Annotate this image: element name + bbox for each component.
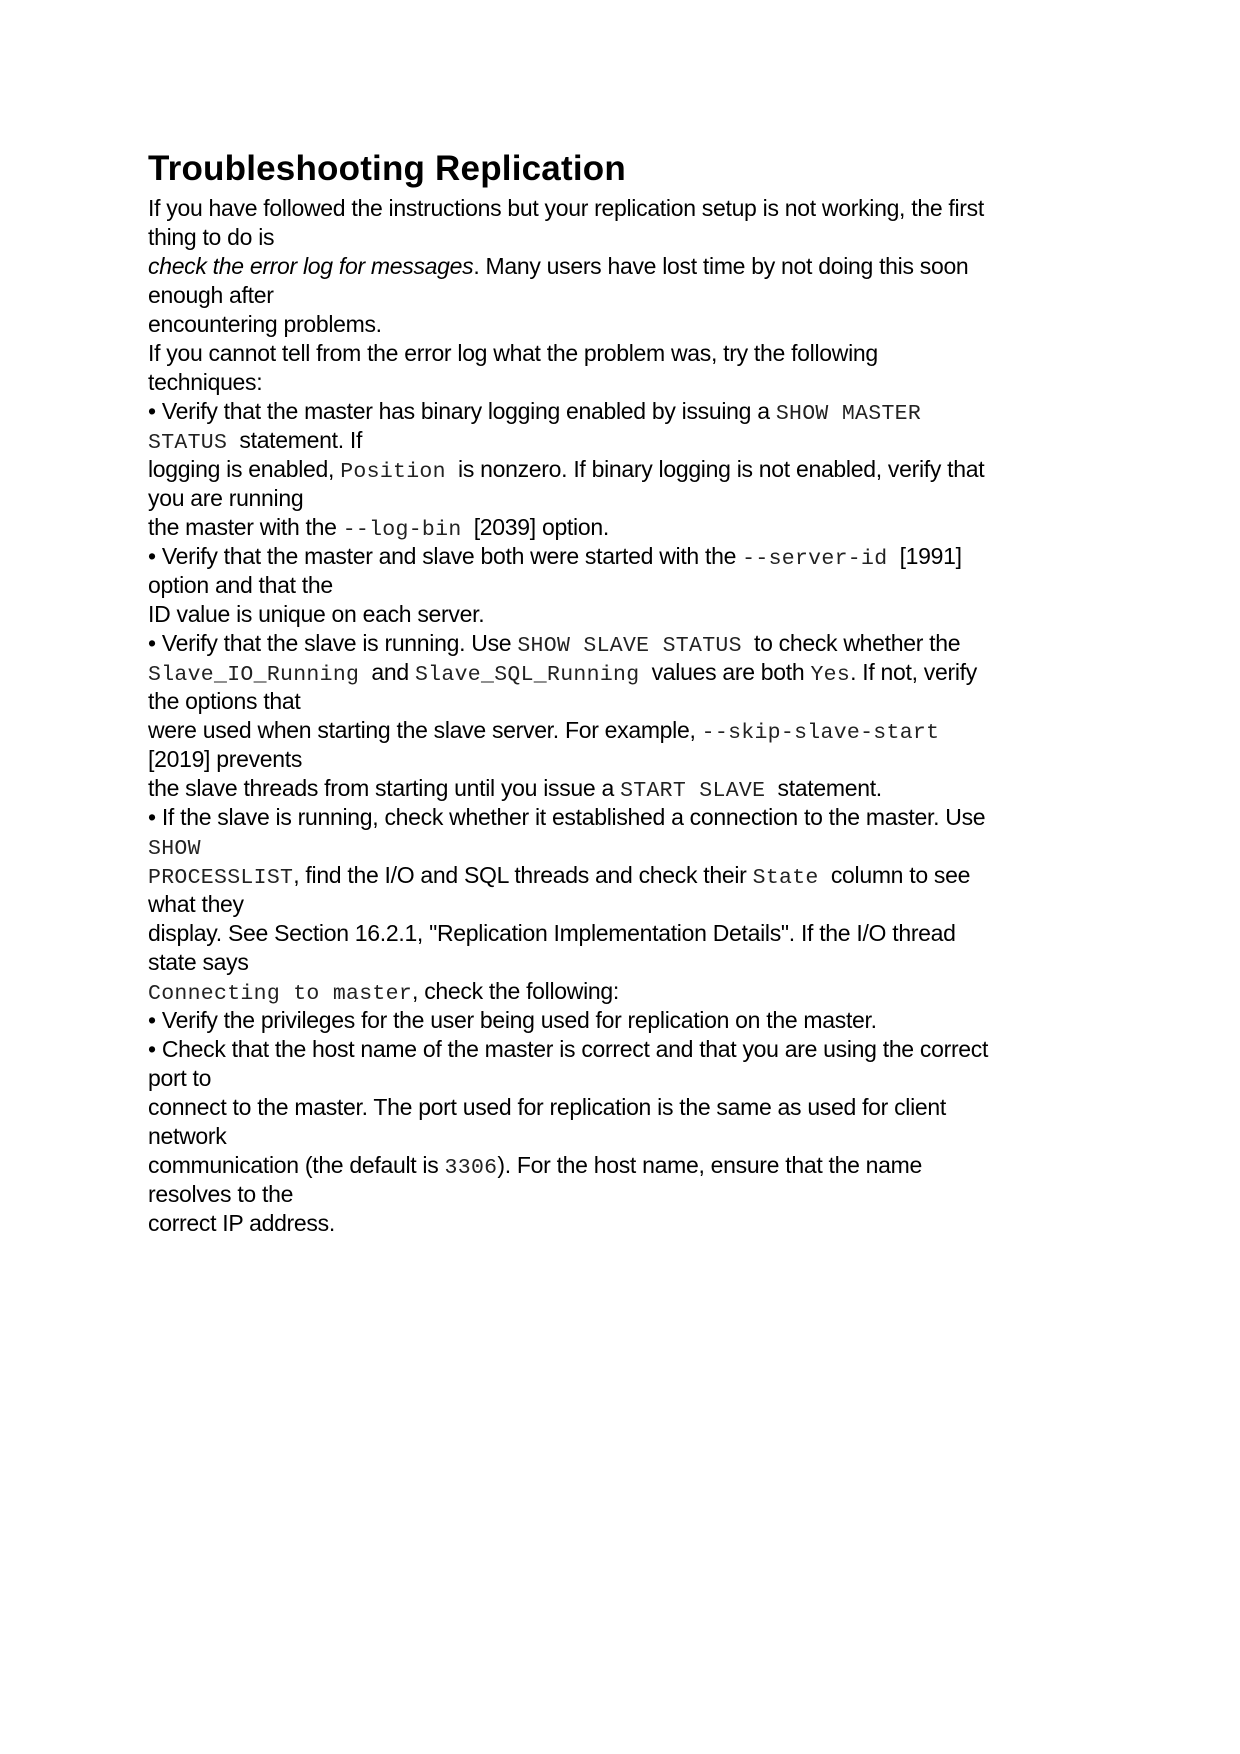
text-line (148, 1006, 1108, 1035)
text-segment: values are both (639, 659, 811, 685)
inline-code: PROCESSLIST (148, 866, 294, 890)
text-segment: the master with the (148, 514, 343, 540)
inline-code: --server-id (742, 547, 888, 571)
inline-code: State (752, 866, 819, 890)
text-segment: • Check that the host name of the master is correct and that you are using the correct (148, 1036, 989, 1062)
text-segment: logging is enabled, (148, 456, 341, 482)
text-line (148, 339, 1108, 368)
inline-code: STATUS (148, 431, 228, 455)
text-line (148, 513, 1108, 542)
text-segment: , check the following: (412, 978, 619, 1004)
text-line (148, 542, 1108, 571)
text-segment: . If not, verify (850, 659, 977, 685)
text-segment: , find the I/O and SQL threads and check their (293, 862, 753, 888)
text-segment: [2019] prevents (148, 746, 303, 772)
text-line (148, 571, 1108, 600)
text-line (148, 1180, 1108, 1209)
text-segment: the slave threads from starting until you issue a (148, 775, 621, 801)
text-segment: to check whether the (741, 630, 961, 656)
text-line (148, 774, 1108, 803)
text-segment: encountering problems. (148, 311, 382, 337)
inline-code: Connecting to master (148, 982, 413, 1006)
text-segment: • Verify the privileges for the user being used for replication on the master. (148, 1007, 877, 1033)
text-line (148, 1209, 1108, 1238)
text-segment: display. See Section 16.2.1, "Replication Implementation Details". If the I/O thread (148, 920, 956, 946)
inline-code: SHOW (148, 837, 201, 861)
text-segment: statement. (765, 775, 882, 801)
text-segment: [1991] (887, 543, 962, 569)
text-line (148, 426, 1108, 455)
text-segment: state says (148, 949, 249, 975)
text-segment: port to (148, 1065, 212, 1091)
inline-code: --log-bin (342, 518, 462, 542)
inline-code: SHOW MASTER (775, 402, 922, 426)
text-segment: is nonzero. If binary logging is not enabled, verify that (445, 456, 985, 482)
text-segment: techniques: (148, 369, 263, 395)
text-line (148, 1151, 1108, 1180)
emphasis-text: check the error log for messages (148, 253, 474, 279)
page-title: Troubleshooting Replication (148, 149, 626, 188)
text-line (148, 310, 1108, 339)
inline-code: Slave_SQL_Running (414, 663, 640, 687)
text-segment: resolves to the (148, 1181, 294, 1207)
text-segment: • If the slave is running, check whether it established a connection to the master. Use (148, 804, 986, 830)
inline-code: Position (340, 460, 446, 484)
inline-code: Slave_IO_Running (148, 663, 360, 687)
text-line (148, 890, 1108, 919)
text-segment: connect to the master. The port used for replication is the same as used for client (148, 1094, 947, 1120)
inline-code: Yes (810, 663, 851, 687)
text-line (148, 223, 1108, 252)
text-line (148, 1035, 1108, 1064)
document-page (148, 146, 1108, 1238)
text-segment: [2039] option. (461, 514, 609, 540)
text-line (148, 745, 1108, 774)
text-segment: • Verify that the master has binary logging enabled by issuing a (148, 398, 776, 424)
text-line (148, 919, 1108, 948)
text-segment: If you have followed the instructions but your replication setup is not working, the first (148, 195, 984, 221)
text-segment: enough after (148, 282, 274, 308)
text-segment: correct IP address. (148, 1210, 335, 1236)
text-line (148, 629, 1108, 658)
text-line (148, 455, 1108, 484)
text-line (148, 803, 1108, 832)
text-segment: If you cannot tell from the error log what the problem was, try the following (148, 340, 878, 366)
text-line (148, 948, 1108, 977)
text-segment: statement. If (227, 427, 363, 453)
text-line (148, 832, 1108, 861)
text-line (148, 716, 1108, 745)
text-segment: communication (the default is (148, 1152, 445, 1178)
text-line (148, 658, 1108, 687)
text-line (148, 861, 1108, 890)
text-segment: • Verify that the slave is running. Use (148, 630, 518, 656)
text-line (148, 484, 1108, 513)
text-line (148, 600, 1108, 629)
inline-code: SHOW SLAVE STATUS (517, 634, 742, 658)
text-line (148, 977, 1108, 1006)
inline-code: START SLAVE (620, 779, 766, 803)
text-line (148, 397, 1108, 426)
text-line (148, 687, 1108, 716)
text-line (148, 368, 1108, 397)
inline-code: 3306 (444, 1156, 498, 1180)
text-line (148, 1064, 1108, 1093)
text-segment: column to see (818, 862, 971, 888)
text-segment: ID value is unique on each server. (148, 601, 485, 627)
inline-code: --skip-slave-start (701, 721, 940, 745)
text-segment: the options that (148, 688, 301, 714)
text-segment: and (359, 659, 415, 685)
text-line (148, 252, 1108, 281)
text-line (148, 1122, 1108, 1151)
text-segment: thing to do is (148, 224, 275, 250)
text-line (148, 194, 1108, 223)
text-line (148, 281, 1108, 310)
text-segment: you are running (148, 485, 304, 511)
text-segment: ). For the host name, ensure that the name (497, 1152, 922, 1178)
text-segment: what they (148, 891, 244, 917)
text-segment: . Many users have lost time by not doing this soon (473, 253, 969, 279)
text-line (148, 1093, 1108, 1122)
document-body (148, 194, 1108, 1238)
text-segment: were used when starting the slave server. For example, (148, 717, 702, 743)
text-segment: option and that the (148, 572, 333, 598)
text-segment: network (148, 1123, 227, 1149)
text-segment: • Verify that the master and slave both were started with the (148, 543, 743, 569)
